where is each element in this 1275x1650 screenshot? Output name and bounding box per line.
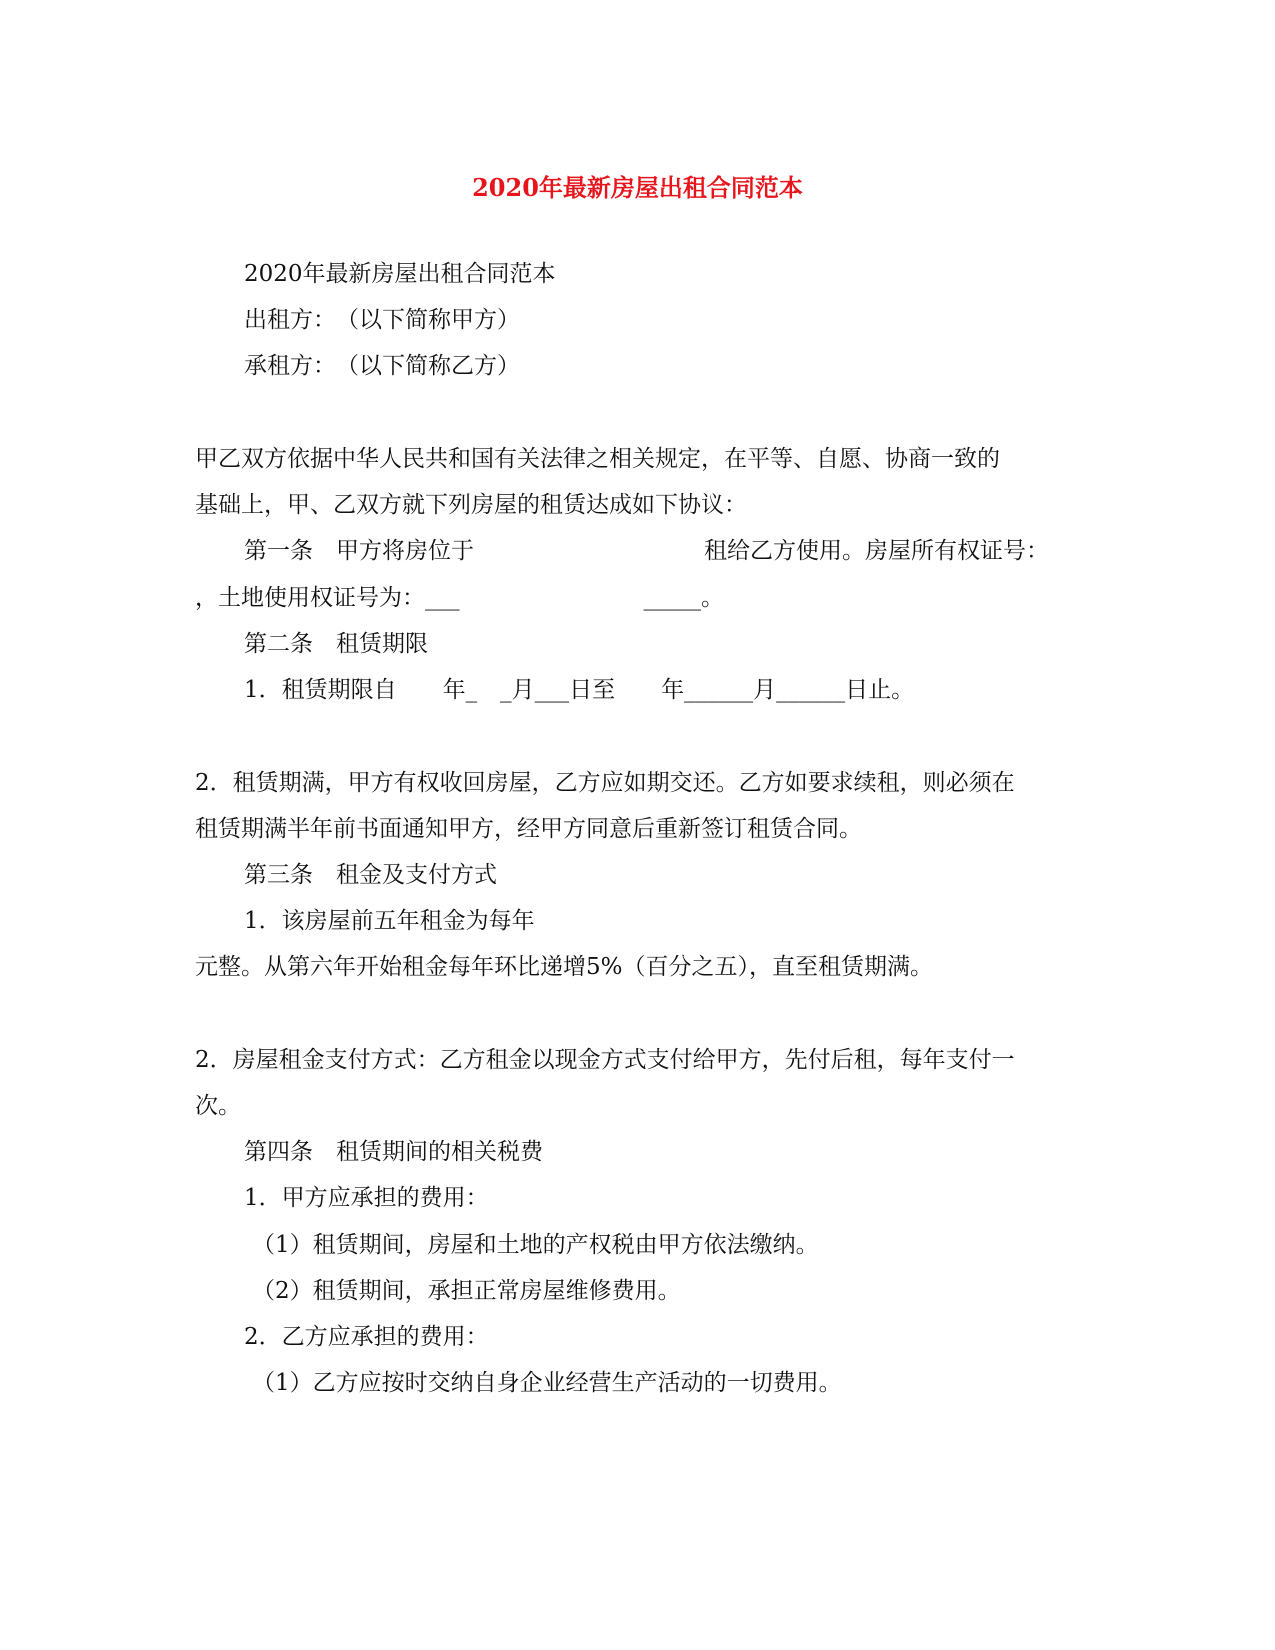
article-1-line-2: ，土地使用权证号为：___ _____。 — [195, 585, 724, 611]
article-4-item-2: 2．乙方应承担的费用： — [244, 1324, 489, 1350]
article-2-heading: 第二条 租赁期限 — [244, 631, 428, 657]
article-1-line-1: 第一条 甲方将房位于 租给乙方使用。房屋所有权证号： — [244, 538, 1049, 564]
article-2-item-2-line-2: 租赁期满半年前书面通知甲方，经甲方同意后重新签订租赁合同。 — [195, 816, 862, 842]
article-4-item-2-sub-1: （1）乙方应按时交纳自身企业经营生产活动的一切费用。 — [252, 1370, 842, 1396]
lessee-line: 承租方： （以下简称乙方） — [244, 353, 520, 379]
intro-title-line: 2020年最新房屋出租合同范本 — [244, 261, 556, 287]
article-3-item-2-line-1: 2．房屋租金支付方式：乙方租金以现金方式支付给甲方，先付后租，每年支付一 — [195, 1047, 1015, 1073]
article-4-heading: 第四条 租赁期间的相关税费 — [244, 1139, 543, 1165]
article-3-heading: 第三条 租金及支付方式 — [244, 862, 497, 888]
article-4-item-1: 1．甲方应承担的费用： — [244, 1185, 489, 1211]
article-2-item-1: 1．租赁期限自 年_ _月___日至 年______月______日止。 — [244, 677, 915, 703]
article-3-item-1-line-1: 1．该房屋前五年租金为每年 — [244, 908, 535, 934]
article-3-item-1-line-2: 元整。从第六年开始租金每年环比递增5%（百分之五），直至租赁期满。 — [195, 954, 933, 980]
preamble-line-2: 基础上，甲、乙双方就下列房屋的租赁达成如下协议： — [195, 492, 747, 518]
article-3-item-2-line-2: 次。 — [195, 1093, 241, 1119]
lessor-line: 出租方： （以下简称甲方） — [244, 307, 520, 333]
article-4-item-1-sub-1: （1）租赁期间，房屋和土地的产权税由甲方依法缴纳。 — [252, 1232, 819, 1258]
article-2-item-2-line-1: 2．租赁期满，甲方有权收回房屋，乙方应如期交还。乙方如要求续租，则必须在 — [195, 770, 1015, 796]
document-title: 2020年最新房屋出租合同范本 — [472, 173, 803, 202]
article-4-item-1-sub-2: （2）租赁期间，承担正常房屋维修费用。 — [252, 1278, 681, 1304]
preamble-line-1: 甲乙双方依据中华人民共和国有关法律之相关规定，在平等、自愿、协商一致的 — [195, 446, 1000, 472]
